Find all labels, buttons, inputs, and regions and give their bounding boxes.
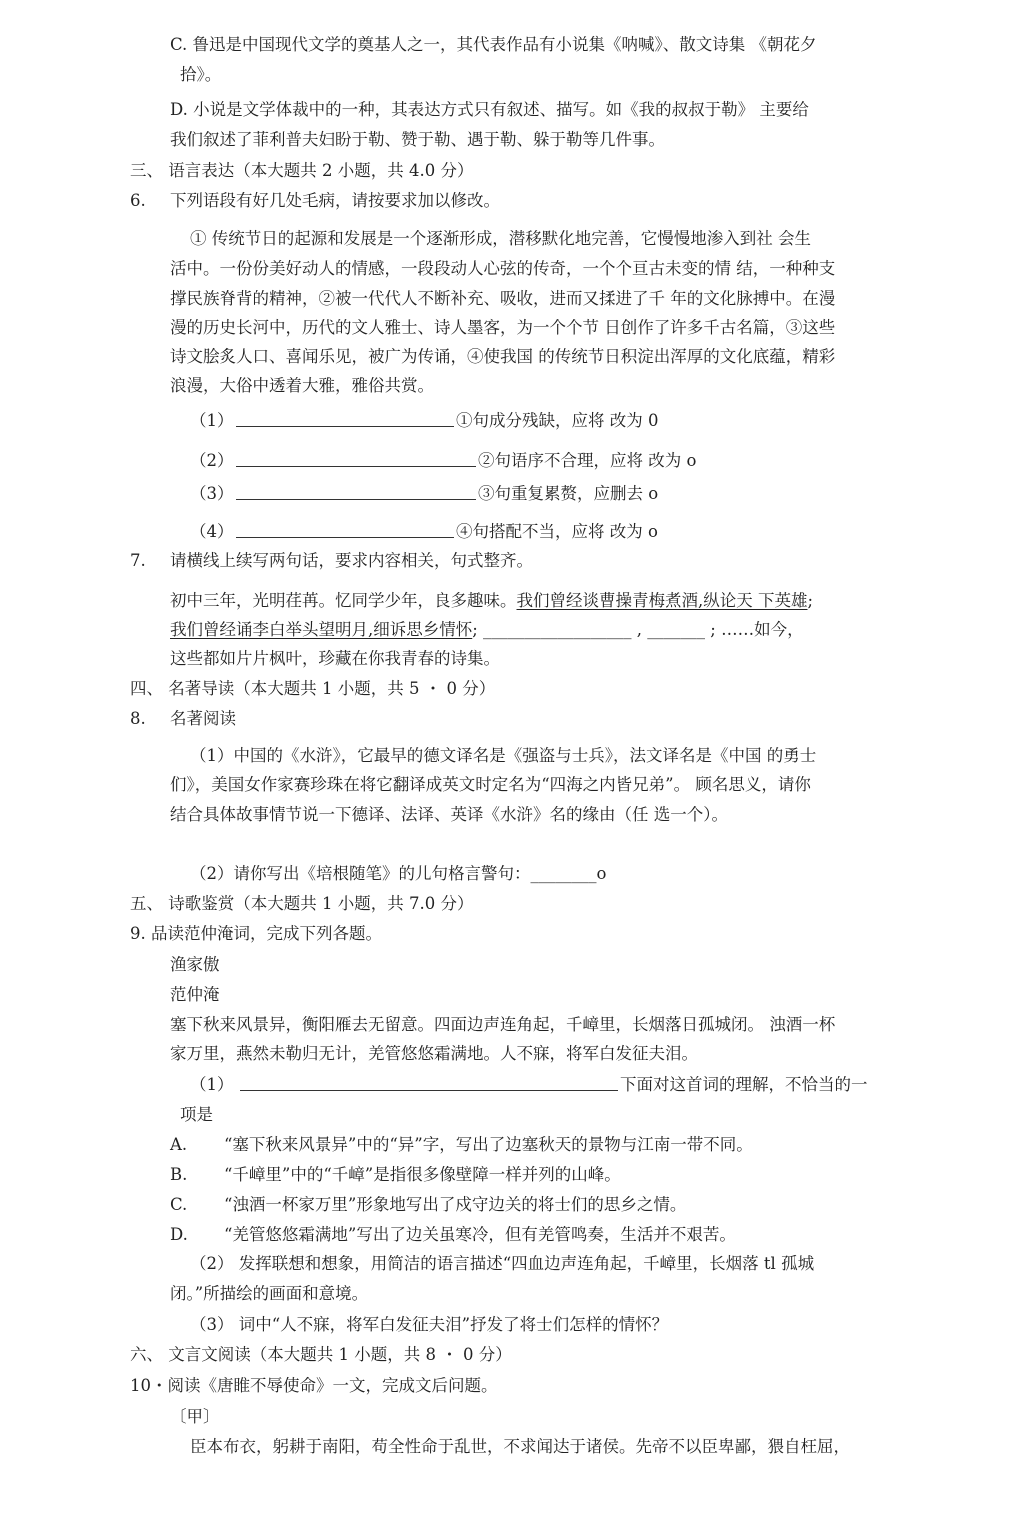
answer-1-text: ①句成分残缺，应将 改为 0 bbox=[456, 411, 659, 430]
q7-text-line3: 这些都如片片枫叶，珍藏在你我青春的诗集。 bbox=[170, 649, 500, 668]
option-d-line1: D. 小说是文学体裁中的一种，其表达方式只有叙述、描写。如《我的叔叔于勒》 主要给 bbox=[170, 100, 809, 119]
question-8-prompt: 名著阅读 bbox=[170, 709, 236, 728]
answer-2-number: （2） bbox=[190, 451, 234, 470]
option-a-text: “塞下秋来风景异”中的“异”字，写出了边塞秋天的景物与江南一带不同。 bbox=[224, 1135, 753, 1154]
passage-line: 撑民族脊背的精神，②被一代代人不断补充、吸收，进而又揉进了千 年的文化脉搏中。在漫 bbox=[170, 289, 836, 308]
question-9-prompt: 9. 品读范仲淹词，完成下列各题。 bbox=[130, 924, 382, 943]
q9-part3-line: （3） 词中“人不寐，将军白发征夫泪”抒发了将士们怎样的情怀？ bbox=[190, 1315, 669, 1334]
question-6-prompt: 下列语段有好几处毛病，请按要求加以修改。 bbox=[170, 191, 500, 210]
passage-line: ① 传统节日的起源和发展是一个逐渐形成，潜移默化地完善，它慢慢地渗入到社 会生 bbox=[190, 229, 811, 248]
q8-part1-line: 们》，美国女作家赛珍珠在将它翻译成英文时定名为“四海之内皆兄弟”。 顾名思义，请你 bbox=[170, 775, 811, 794]
section-6-heading: 六、 文言文阅读（本大题共 1 小题，共 8 ・ 0 分） bbox=[130, 1345, 512, 1364]
answer-4-number: （4） bbox=[190, 522, 234, 541]
answer-3-blank[interactable] bbox=[236, 483, 476, 500]
answer-4-text: ④句搭配不当，应将 改为 o bbox=[456, 522, 658, 541]
option-d-line2: 我们叙述了菲利普夫妇盼于勒、赞于勒、遇于勒、躲于勒等几件事。 bbox=[170, 130, 665, 149]
q7-fill-blanks[interactable]: ; __________________ , _______ ; ……如今， bbox=[472, 620, 804, 639]
q9-part2-line: 闭。”所描绘的画面和意境。 bbox=[170, 1284, 369, 1303]
q9-part1-text-cont: 项是 bbox=[180, 1105, 213, 1124]
q9-part1-number: （1） bbox=[190, 1075, 234, 1094]
option-c-text: “浊酒一杯家万里”形象地写出了戍守边关的将士们的思乡之情。 bbox=[224, 1195, 687, 1214]
option-c-line2: 拾》。 bbox=[180, 65, 222, 84]
option-d-label: D. bbox=[170, 1225, 188, 1244]
question-7-prompt: 请横线上续写两句话，要求内容相关，句式整齐。 bbox=[170, 551, 533, 570]
passage-jia-label: 〔甲〕 bbox=[170, 1407, 220, 1426]
q9-part1-blank[interactable] bbox=[240, 1074, 618, 1091]
q8-part1-line: （1）中国的《水浒》，它最早的德文译名是《强盗与士兵》，法文译名是《中国 的勇士 bbox=[190, 746, 817, 765]
answer-3-text: ③句重复累赘，应删去 o bbox=[478, 484, 659, 503]
q8-part2-line: （2）请你写出《培根随笔》的儿句格言警句：________o bbox=[190, 864, 607, 883]
answer-1-number: （1） bbox=[190, 411, 234, 430]
q8-part1-line: 结合具体故事情节说一下德译、法译、英译《水浒》名的缘由（任 选一个）。 bbox=[170, 805, 728, 824]
q9-part1-text: 下面对这首词的理解，不恰当的一 bbox=[620, 1075, 868, 1094]
option-b-text: “千嶂里”中的“千嶂”是指很多像壁障一样并列的山峰。 bbox=[224, 1165, 621, 1184]
passage-line: 诗文脍炙人口、喜闻乐见，被广为传诵，④使我国 的传统节日积淀出浑厚的文化底蕴，精彩 bbox=[170, 347, 836, 366]
answer-2-blank[interactable] bbox=[236, 450, 476, 467]
poem-title: 渔家傲 bbox=[170, 955, 220, 974]
answer-4-blank[interactable] bbox=[236, 521, 454, 538]
option-d-text: “羌管悠悠霜满地”写出了边关虽寒冷，但有羌管鸣奏，生活并不艰苦。 bbox=[224, 1225, 736, 1244]
poem-author: 范仲淹 bbox=[170, 985, 220, 1004]
q9-part2-line: （2） 发挥联想和想象，用简洁的语言描述“四血边声连角起，千嶂里，长烟落 tl 孤城 bbox=[190, 1254, 815, 1273]
section-4-heading: 四、 名著导读（本大题共 1 小题，共 5 ・ 0 分） bbox=[130, 679, 496, 698]
passage-line: 浪漫，大俗中透着大雅，雅俗共赏。 bbox=[170, 376, 434, 395]
classical-text-line: 臣本布衣，躬耕于南阳，苟全性命于乱世，不求闻达于诸侯。先帝不以臣卑鄙，猥自枉屈， bbox=[190, 1437, 850, 1456]
answer-2-text: ②句语序不合理，应将 改为 o bbox=[478, 451, 697, 470]
poem-text: 塞下秋来风景异，衡阳雁去无留意。四面边声连角起，千嶂里，长烟落日孤城闭。 浊酒一杯 bbox=[170, 1015, 836, 1034]
question-6-number: 6. bbox=[130, 191, 146, 210]
q7-intro: 初中三年，光明荏苒。忆同学少年，良多趣味。 bbox=[170, 591, 517, 610]
question-10-prompt: 10・阅读《唐睢不辱使命》一文，完成文后问题。 bbox=[130, 1376, 498, 1395]
q7-example-1: 我们曾经谈曹操青梅煮酒,纵论天 下英雄 bbox=[516, 591, 808, 610]
question-7-number: 7. bbox=[130, 551, 146, 570]
section-5-heading: 五、 诗歌鉴赏（本大题共 1 小题，共 7.0 分） bbox=[130, 894, 474, 913]
section-3-heading: 三、 语言表达（本大题共 2 小题，共 4.0 分） bbox=[130, 161, 474, 180]
q7-semicolon: ; bbox=[807, 591, 814, 610]
poem-text: 家万里，燕然未勒归无计，羌管悠悠霜满地。人不寐，将军白发征夫泪。 bbox=[170, 1044, 698, 1063]
option-c-label: C. bbox=[170, 1195, 188, 1214]
option-b-label: B. bbox=[170, 1165, 188, 1184]
option-a-label: A. bbox=[170, 1135, 188, 1154]
passage-line: 漫的历史长河中，历代的文人雅士、诗人墨客，为一个个节 日创作了许多千古名篇，③这些 bbox=[170, 318, 836, 337]
q7-text-line1 bbox=[170, 590, 813, 612]
passage-line: 活中。一份份美好动人的情感，一段段动人心弦的传奇，一个个亘古未变的情 结，一种种支 bbox=[170, 259, 836, 278]
answer-3-number: （3） bbox=[190, 484, 234, 503]
option-c-line1: C. 鲁迅是中国现代文学的奠基人之一，其代表作品有小说集《呐喊》、散文诗集 《朝花夕 bbox=[170, 35, 817, 54]
question-8-number: 8. bbox=[130, 709, 146, 728]
answer-1-blank[interactable] bbox=[236, 410, 454, 427]
q7-text-line2 bbox=[170, 619, 804, 641]
q7-example-2: 我们曾经诵李白举头望明月,细诉思乡情怀 bbox=[170, 620, 473, 639]
